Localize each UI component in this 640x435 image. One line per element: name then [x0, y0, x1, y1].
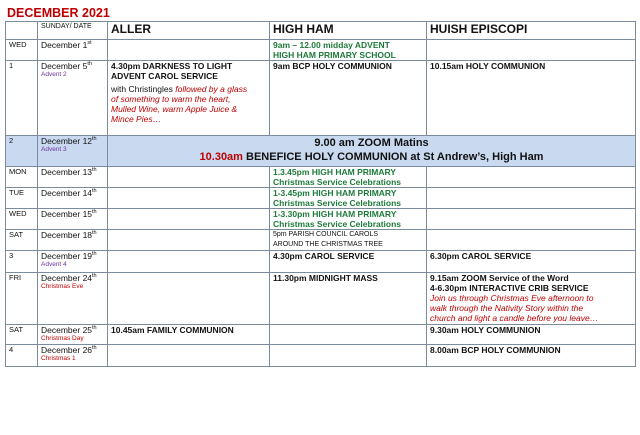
high-ham-cell: [270, 230, 427, 251]
aller-cell: [108, 61, 270, 136]
date-cell: [38, 325, 108, 345]
date-suffix: st: [87, 40, 92, 47]
date-text: December 18: [41, 230, 93, 240]
entry-line: 8.00am BCP HOLY COMMUNION: [430, 345, 561, 355]
entry-line: 10.45am FAMILY COMMUNION: [111, 325, 234, 335]
entry-line: 1.3.45pm HIGH HAM PRIMARY: [273, 167, 396, 177]
christingle-note: [111, 84, 266, 94]
day-cell: 2: [6, 136, 38, 167]
christingle-line: of something to warm the heart,: [111, 94, 231, 104]
aller-cell: [108, 209, 270, 230]
high-ham-cell: [270, 325, 427, 345]
date-subtitle: Christmas 1: [41, 355, 76, 362]
high-ham-cell: [270, 40, 427, 61]
entry-line: 9.15am ZOOM Service of the Word: [430, 273, 569, 283]
huish-cell: [427, 345, 636, 367]
date-suffix: th: [92, 273, 97, 280]
entry-line: Christmas Service Celebrations: [273, 198, 402, 208]
header-high-ham: HIGH HAM: [270, 22, 427, 40]
entry-line: 5pm PARISH COUNCIL CAROLS: [273, 231, 379, 238]
date-suffix: th: [92, 251, 97, 258]
header-date: SUNDAY/ DATE: [38, 22, 108, 40]
table-row: [6, 251, 636, 273]
entry-line: Christmas Service Celebrations: [273, 219, 402, 229]
date-subtitle: Advent 3: [41, 146, 67, 153]
date-text: December 25: [41, 325, 93, 335]
date-text: December 19: [41, 251, 93, 261]
huish-cell: [427, 209, 636, 230]
date-suffix: th: [92, 167, 97, 174]
high-ham-cell: [270, 345, 427, 367]
entry-line: 9.30am HOLY COMMUNION: [430, 325, 541, 335]
entry-line: 4.30pm CAROL SERVICE: [273, 251, 375, 261]
date-cell: [38, 61, 108, 136]
entry-line: Join us through Christmas Eve afternoon to: [430, 293, 594, 303]
header-row: [6, 22, 636, 40]
date-suffix: th: [92, 325, 97, 332]
day-cell: WED: [6, 209, 38, 230]
date-suffix: th: [92, 209, 97, 216]
day-cell: 3: [6, 251, 38, 273]
high-ham-cell: [270, 273, 427, 325]
calendar: [5, 6, 635, 367]
aller-cell: [108, 325, 270, 345]
table-row: [6, 61, 636, 136]
entry-line: 1-3.30pm HIGH HAM PRIMARY: [273, 209, 397, 219]
aller-cell: [108, 345, 270, 367]
huish-cell: [427, 167, 636, 188]
date-cell: [38, 273, 108, 325]
service-table: [5, 21, 636, 367]
table-row: [6, 345, 636, 367]
benefice-cell: [108, 136, 636, 167]
table-row: [6, 325, 636, 345]
date-cell: [38, 209, 108, 230]
header-aller: ALLER: [108, 22, 270, 40]
date-suffix: th: [92, 136, 97, 143]
date-text: December 24: [41, 273, 93, 283]
aller-cell: [108, 40, 270, 61]
date-cell: [38, 167, 108, 188]
date-text: December 14: [41, 188, 93, 198]
high-ham-cell: [270, 209, 427, 230]
date-suffix: th: [92, 188, 97, 195]
entry-line: 4.30pm DARKNESS TO LIGHT: [111, 61, 233, 71]
christingle-text: with Christingles: [111, 84, 176, 94]
huish-cell: [427, 325, 636, 345]
page-title: DECEMBER 2021: [7, 6, 110, 20]
entry-line: 4-6.30pm INTERACTIVE CRIB SERVICE: [430, 283, 589, 293]
aller-cell: [108, 230, 270, 251]
matins-line: 9.00 am ZOOM Matins: [314, 137, 429, 149]
date-subtitle: Advent 2: [41, 71, 67, 78]
benefice-time: 10.30am: [199, 151, 243, 163]
entry-line: AROUND THE CHRISTMAS TREE: [273, 241, 383, 248]
day-cell: SAT: [6, 230, 38, 251]
entry-line: 9am BCP HOLY COMMUNION: [273, 61, 392, 71]
entry-line: ADVENT CAROL SERVICE: [111, 71, 218, 81]
huish-cell: [427, 61, 636, 136]
date-cell: [38, 136, 108, 167]
high-ham-cell: [270, 188, 427, 209]
day-cell: FRI: [6, 273, 38, 325]
entry-line: church and light a candle before you leave…: [430, 313, 599, 323]
aller-cell: [108, 188, 270, 209]
huish-cell: [427, 40, 636, 61]
date-cell: [38, 251, 108, 273]
date-text: December 5: [41, 61, 88, 71]
date-text: December 1: [41, 40, 88, 50]
entry-line: 6.30pm CAROL SERVICE: [430, 251, 532, 261]
aller-cell: [108, 273, 270, 325]
high-ham-cell: [270, 251, 427, 273]
date-cell: [38, 188, 108, 209]
day-cell: 1: [6, 61, 38, 136]
date-text: December 13: [41, 167, 93, 177]
date-subtitle: Christmas Eve: [41, 283, 84, 290]
entry-line: walk through the Nativity Story within the: [430, 303, 584, 313]
table-row: [6, 230, 636, 251]
christingle-line: Mince Pies…: [111, 114, 162, 124]
header-day: [6, 22, 38, 40]
high-ham-cell: [270, 167, 427, 188]
day-cell: WED: [6, 40, 38, 61]
date-suffix: th: [92, 230, 97, 237]
date-cell: [38, 230, 108, 251]
day-cell: 4: [6, 345, 38, 367]
header-huish: HUISH EPISCOPI: [427, 22, 636, 40]
table-row: [6, 209, 636, 230]
day-cell: SAT: [6, 325, 38, 345]
benefice-line: [111, 150, 632, 164]
huish-cell: [427, 273, 636, 325]
table-row: [6, 188, 636, 209]
aller-cell: [108, 167, 270, 188]
huish-cell: [427, 251, 636, 273]
date-cell: [38, 40, 108, 61]
table-row: [6, 40, 636, 61]
aller-cell: [108, 251, 270, 273]
christingle-line: Mulled Wine, warm Apple Juice &: [111, 104, 238, 114]
benefice-text: BENEFICE HOLY COMMUNION at St Andrew’s, High Ham: [242, 151, 544, 163]
date-suffix: th: [92, 345, 97, 352]
entry-line: 10.15am HOLY COMMUNION: [430, 61, 546, 71]
date-suffix: th: [87, 61, 92, 68]
date-text: December 26: [41, 345, 93, 355]
day-cell: TUE: [6, 188, 38, 209]
entry-line: 11.30pm MIDNIGHT MASS: [273, 273, 378, 283]
table-row: [6, 167, 636, 188]
entry-line: Christmas Service Celebrations: [273, 177, 402, 187]
entry-line: 1-3.45pm HIGH HAM PRIMARY: [273, 188, 397, 198]
day-cell: MON: [6, 167, 38, 188]
huish-cell: [427, 188, 636, 209]
entry-line: HIGH HAM PRIMARY SCHOOL: [273, 50, 396, 60]
table-row: [6, 136, 636, 167]
rows: [6, 40, 636, 367]
table-row: [6, 273, 636, 325]
date-subtitle: Advent 4: [41, 261, 67, 268]
high-ham-cell: [270, 61, 427, 136]
date-text: December 15: [41, 209, 93, 219]
huish-cell: [427, 230, 636, 251]
entry-line: 9am – 12.00 midday ADVENT: [273, 40, 390, 50]
date-text: December 12: [41, 136, 93, 146]
date-cell: [38, 345, 108, 367]
date-subtitle: Christmas Day: [41, 335, 84, 342]
christingle-follow: followed by a glass: [175, 84, 248, 94]
